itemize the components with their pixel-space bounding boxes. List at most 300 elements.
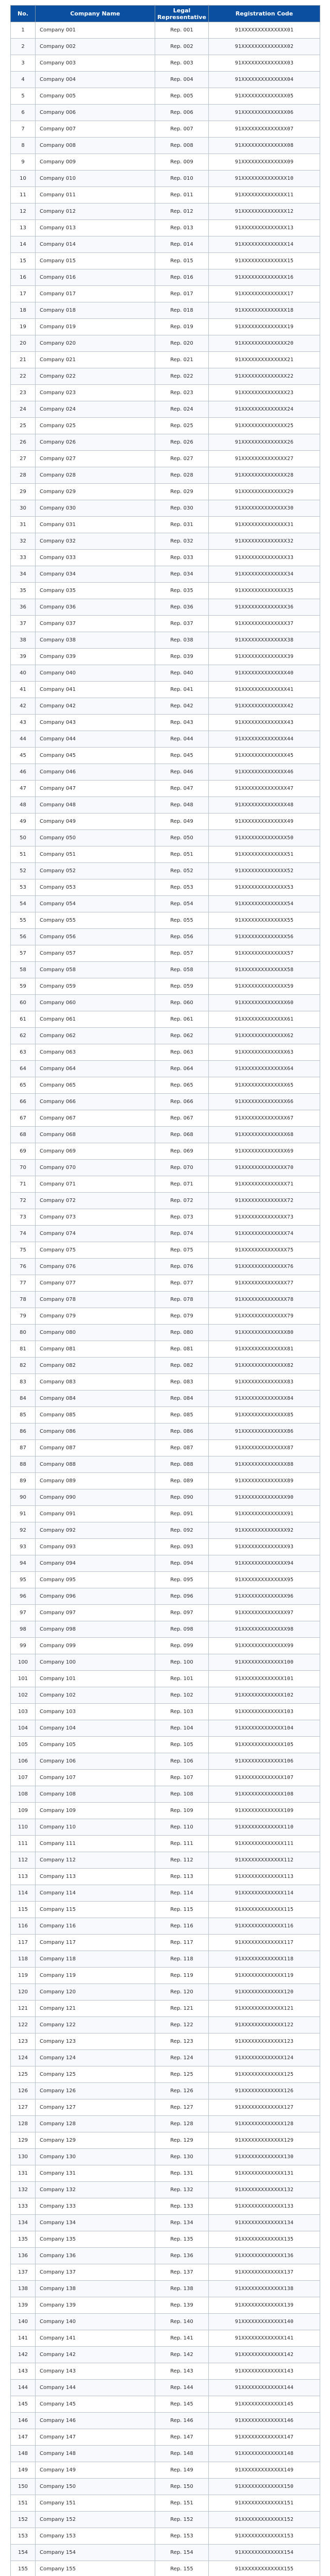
table-row [11, 879, 320, 896]
cell-company-name: Company 040 [36, 665, 155, 682]
table-row [11, 1308, 320, 1325]
table-row [11, 748, 320, 764]
cell-registration-code: 91XXXXXXXXXXXXXX14 [209, 236, 320, 253]
cell-registration-code: 91XXXXXXXXXXXXX122 [209, 2017, 320, 2033]
cell-registration-code: 91XXXXXXXXXXXXX149 [209, 2462, 320, 2479]
cell-company-name: Company 136 [36, 2248, 155, 2264]
cell-no: 64 [11, 1061, 36, 1077]
cell-legal-representative: Rep. 098 [155, 1621, 209, 1638]
table-row [11, 2380, 320, 2396]
cell-no: 109 [11, 1803, 36, 1819]
cell-company-name: Company 076 [36, 1259, 155, 1275]
cell-company-name: Company 111 [36, 1836, 155, 1852]
cell-registration-code: 91XXXXXXXXXXXXX152 [209, 2512, 320, 2528]
cell-no: 92 [11, 1522, 36, 1539]
cell-company-name: Company 107 [36, 1770, 155, 1786]
cell-registration-code: 91XXXXXXXXXXXXXX94 [209, 1555, 320, 1572]
cell-registration-code: 91XXXXXXXXXXXXX111 [209, 1836, 320, 1852]
cell-no: 1 [11, 22, 36, 39]
cell-registration-code: 91XXXXXXXXXXXXX106 [209, 1753, 320, 1770]
table-row [11, 2528, 320, 2545]
table-row [11, 2297, 320, 2314]
cell-company-name: Company 104 [36, 1720, 155, 1737]
cell-company-name: Company 109 [36, 1803, 155, 1819]
table-row [11, 731, 320, 748]
cell-company-name: Company 088 [36, 1456, 155, 1473]
cell-registration-code: 91XXXXXXXXXXXXXX30 [209, 500, 320, 517]
table-row [11, 2561, 320, 2576]
cell-no: 36 [11, 599, 36, 616]
cell-legal-representative: Rep. 109 [155, 1803, 209, 1819]
cell-no: 73 [11, 1209, 36, 1226]
cell-registration-code: 91XXXXXXXXXXXXXX35 [209, 583, 320, 599]
cell-registration-code: 91XXXXXXXXXXXXXX29 [209, 484, 320, 500]
cell-legal-representative: Rep. 082 [155, 1358, 209, 1374]
cell-company-name: Company 079 [36, 1308, 155, 1325]
table-row [11, 418, 320, 434]
table-row [11, 1094, 320, 1110]
cell-no: 87 [11, 1440, 36, 1456]
cell-company-name: Company 097 [36, 1605, 155, 1621]
cell-legal-representative: Rep. 059 [155, 978, 209, 995]
cell-company-name: Company 074 [36, 1226, 155, 1242]
cell-company-name: Company 122 [36, 2017, 155, 2033]
table-row [11, 1572, 320, 1588]
table-row [11, 1621, 320, 1638]
cell-company-name: Company 117 [36, 1935, 155, 1951]
cell-company-name: Company 045 [36, 748, 155, 764]
cell-legal-representative: Rep. 027 [155, 451, 209, 467]
cell-company-name: Company 146 [36, 2413, 155, 2429]
cell-company-name: Company 112 [36, 1852, 155, 1869]
cell-legal-representative: Rep. 076 [155, 1259, 209, 1275]
cell-no: 100 [11, 1654, 36, 1671]
cell-no: 47 [11, 781, 36, 797]
cell-no: 65 [11, 1077, 36, 1094]
table-row [11, 302, 320, 319]
cell-legal-representative: Rep. 140 [155, 2314, 209, 2330]
table-row [11, 2314, 320, 2330]
cell-legal-representative: Rep. 128 [155, 2116, 209, 2132]
cell-no: 66 [11, 1094, 36, 1110]
cell-legal-representative: Rep. 020 [155, 335, 209, 352]
cell-no: 62 [11, 1028, 36, 1044]
cell-no: 35 [11, 583, 36, 599]
cell-company-name: Company 064 [36, 1061, 155, 1077]
cell-registration-code: 91XXXXXXXXXXXXXX28 [209, 467, 320, 484]
cell-legal-representative: Rep. 078 [155, 1292, 209, 1308]
cell-no: 38 [11, 632, 36, 649]
cell-registration-code: 91XXXXXXXXXXXXXX36 [209, 599, 320, 616]
cell-registration-code: 91XXXXXXXXXXXXXX51 [209, 846, 320, 863]
cell-company-name: Company 034 [36, 566, 155, 583]
cell-company-name: Company 151 [36, 2495, 155, 2512]
cell-legal-representative: Rep. 032 [155, 533, 209, 550]
cell-no: 69 [11, 1143, 36, 1160]
cell-no: 23 [11, 385, 36, 401]
table-row [11, 1028, 320, 1044]
cell-no: 103 [11, 1704, 36, 1720]
cell-no: 58 [11, 962, 36, 978]
cell-registration-code: 91XXXXXXXXXXXXXX53 [209, 879, 320, 896]
table-row [11, 978, 320, 995]
cell-company-name: Company 071 [36, 1176, 155, 1193]
cell-company-name: Company 032 [36, 533, 155, 550]
cell-company-name: Company 070 [36, 1160, 155, 1176]
cell-registration-code: 91XXXXXXXXXXXXXX22 [209, 368, 320, 385]
cell-company-name: Company 155 [36, 2561, 155, 2576]
cell-no: 30 [11, 500, 36, 517]
cell-company-name: Company 130 [36, 2149, 155, 2165]
cell-legal-representative: Rep. 072 [155, 1193, 209, 1209]
cell-no: 10 [11, 171, 36, 187]
cell-company-name: Company 043 [36, 715, 155, 731]
cell-company-name: Company 096 [36, 1588, 155, 1605]
cell-registration-code: 91XXXXXXXXXXXXXX07 [209, 121, 320, 138]
cell-legal-representative: Rep. 145 [155, 2396, 209, 2413]
cell-registration-code: 91XXXXXXXXXXXXX129 [209, 2132, 320, 2149]
cell-company-name: Company 028 [36, 467, 155, 484]
cell-no: 15 [11, 253, 36, 269]
cell-registration-code: 91XXXXXXXXXXXXX112 [209, 1852, 320, 1869]
cell-company-name: Company 149 [36, 2462, 155, 2479]
table-row [11, 945, 320, 962]
cell-legal-representative: Rep. 154 [155, 2545, 209, 2561]
cell-legal-representative: Rep. 077 [155, 1275, 209, 1292]
cell-registration-code: 91XXXXXXXXXXXXXX72 [209, 1193, 320, 1209]
table-row [11, 1407, 320, 1423]
cell-company-name: Company 060 [36, 995, 155, 1011]
cell-registration-code: 91XXXXXXXXXXXXXX79 [209, 1308, 320, 1325]
table-row [11, 1143, 320, 1160]
cell-legal-representative: Rep. 123 [155, 2033, 209, 2050]
cell-legal-representative: Rep. 105 [155, 1737, 209, 1753]
cell-legal-representative: Rep. 129 [155, 2132, 209, 2149]
table-row [11, 39, 320, 55]
cell-registration-code: 91XXXXXXXXXXXXXX54 [209, 896, 320, 912]
cell-legal-representative: Rep. 110 [155, 1819, 209, 1836]
cell-registration-code: 91XXXXXXXXXXXXXX68 [209, 1127, 320, 1143]
table-row [11, 286, 320, 302]
cell-registration-code: 91XXXXXXXXXXXXX132 [209, 2182, 320, 2198]
cell-no: 18 [11, 302, 36, 319]
cell-legal-representative: Rep. 018 [155, 302, 209, 319]
cell-company-name: Company 095 [36, 1572, 155, 1588]
table-row [11, 863, 320, 879]
cell-no: 140 [11, 2314, 36, 2330]
cell-registration-code: 91XXXXXXXXXXXXX124 [209, 2050, 320, 2066]
cell-registration-code: 91XXXXXXXXXXXXXX10 [209, 171, 320, 187]
cell-registration-code: 91XXXXXXXXXXXXXX45 [209, 748, 320, 764]
cell-no: 59 [11, 978, 36, 995]
table-row [11, 1259, 320, 1275]
cell-legal-representative: Rep. 033 [155, 550, 209, 566]
cell-no: 115 [11, 1902, 36, 1918]
cell-legal-representative: Rep. 002 [155, 39, 209, 55]
cell-company-name: Company 026 [36, 434, 155, 451]
cell-company-name: Company 020 [36, 335, 155, 352]
table-row [11, 1325, 320, 1341]
table-row [11, 566, 320, 583]
cell-legal-representative: Rep. 073 [155, 1209, 209, 1226]
table-row [11, 269, 320, 286]
table-row [11, 2264, 320, 2281]
table-row [11, 764, 320, 781]
cell-no: 125 [11, 2066, 36, 2083]
cell-legal-representative: Rep. 099 [155, 1638, 209, 1654]
cell-no: 20 [11, 335, 36, 352]
cell-registration-code: 91XXXXXXXXXXXXX118 [209, 1951, 320, 1968]
cell-legal-representative: Rep. 080 [155, 1325, 209, 1341]
cell-registration-code: 91XXXXXXXXXXXXXX24 [209, 401, 320, 418]
cell-registration-code: 91XXXXXXXXXXXXXX40 [209, 665, 320, 682]
table-row [11, 1226, 320, 1242]
cell-registration-code: 91XXXXXXXXXXXXXX89 [209, 1473, 320, 1489]
cell-company-name: Company 031 [36, 517, 155, 533]
cell-company-name: Company 018 [36, 302, 155, 319]
table-row [11, 2017, 320, 2033]
cell-company-name: Company 077 [36, 1275, 155, 1292]
cell-company-name: Company 140 [36, 2314, 155, 2330]
cell-no: 133 [11, 2198, 36, 2215]
cell-registration-code: 91XXXXXXXXXXXXX153 [209, 2528, 320, 2545]
cell-registration-code: 91XXXXXXXXXXXXXX66 [209, 1094, 320, 1110]
cell-legal-representative: Rep. 053 [155, 879, 209, 896]
cell-company-name: Company 039 [36, 649, 155, 665]
cell-company-name: Company 103 [36, 1704, 155, 1720]
cell-legal-representative: Rep. 153 [155, 2528, 209, 2545]
cell-no: 39 [11, 649, 36, 665]
table-row [11, 236, 320, 253]
cell-legal-representative: Rep. 088 [155, 1456, 209, 1473]
table-row [11, 484, 320, 500]
cell-no: 83 [11, 1374, 36, 1391]
cell-no: 77 [11, 1275, 36, 1292]
cell-legal-representative: Rep. 096 [155, 1588, 209, 1605]
cell-company-name: Company 081 [36, 1341, 155, 1358]
table-row [11, 1836, 320, 1852]
cell-legal-representative: Rep. 118 [155, 1951, 209, 1968]
table-row [11, 2066, 320, 2083]
cell-registration-code: 91XXXXXXXXXXXXXX64 [209, 1061, 320, 1077]
cell-registration-code: 91XXXXXXXXXXXXX113 [209, 1869, 320, 1885]
table-row [11, 2413, 320, 2429]
table-row [11, 632, 320, 649]
cell-registration-code: 91XXXXXXXXXXXXX135 [209, 2231, 320, 2248]
cell-company-name: Company 019 [36, 319, 155, 335]
cell-no: 28 [11, 467, 36, 484]
cell-legal-representative: Rep. 107 [155, 1770, 209, 1786]
cell-registration-code: 91XXXXXXXXXXXXX101 [209, 1671, 320, 1687]
cell-registration-code: 91XXXXXXXXXXXXXX06 [209, 105, 320, 121]
cell-no: 48 [11, 797, 36, 814]
table-row [11, 434, 320, 451]
cell-registration-code: 91XXXXXXXXXXXXXX26 [209, 434, 320, 451]
cell-company-name: Company 099 [36, 1638, 155, 1654]
cell-company-name: Company 061 [36, 1011, 155, 1028]
cell-company-name: Company 150 [36, 2479, 155, 2495]
table-row [11, 2001, 320, 2017]
cell-legal-representative: Rep. 130 [155, 2149, 209, 2165]
cell-no: 19 [11, 319, 36, 335]
cell-company-name: Company 153 [36, 2528, 155, 2545]
cell-registration-code: 91XXXXXXXXXXXXXX82 [209, 1358, 320, 1374]
cell-legal-representative: Rep. 101 [155, 1671, 209, 1687]
table-row [11, 1391, 320, 1407]
cell-company-name: Company 033 [36, 550, 155, 566]
table-row [11, 1638, 320, 1654]
table-row [11, 138, 320, 154]
cell-company-name: Company 101 [36, 1671, 155, 1687]
cell-legal-representative: Rep. 044 [155, 731, 209, 748]
cell-company-name: Company 016 [36, 269, 155, 286]
cell-company-name: Company 141 [36, 2330, 155, 2347]
cell-company-name: Company 042 [36, 698, 155, 715]
table-row [11, 2231, 320, 2248]
cell-company-name: Company 017 [36, 286, 155, 302]
cell-legal-representative: Rep. 045 [155, 748, 209, 764]
cell-legal-representative: Rep. 065 [155, 1077, 209, 1094]
table-row [11, 1193, 320, 1209]
cell-no: 124 [11, 2050, 36, 2066]
cell-legal-representative: Rep. 035 [155, 583, 209, 599]
table-row [11, 253, 320, 269]
cell-legal-representative: Rep. 147 [155, 2429, 209, 2446]
cell-registration-code: 91XXXXXXXXXXXXX146 [209, 2413, 320, 2429]
cell-company-name: Company 069 [36, 1143, 155, 1160]
cell-legal-representative: Rep. 112 [155, 1852, 209, 1869]
cell-legal-representative: Rep. 081 [155, 1341, 209, 1358]
cell-legal-representative: Rep. 108 [155, 1786, 209, 1803]
table-row [11, 715, 320, 731]
cell-registration-code: 91XXXXXXXXXXXXXX60 [209, 995, 320, 1011]
cell-company-name: Company 147 [36, 2429, 155, 2446]
cell-registration-code: 91XXXXXXXXXXXXXX02 [209, 39, 320, 55]
cell-registration-code: 91XXXXXXXXXXXXX131 [209, 2165, 320, 2182]
cell-company-name: Company 089 [36, 1473, 155, 1489]
cell-legal-representative: Rep. 086 [155, 1423, 209, 1440]
table-row [11, 2462, 320, 2479]
cell-registration-code: 91XXXXXXXXXXXXXX74 [209, 1226, 320, 1242]
cell-no: 51 [11, 846, 36, 863]
cell-no: 106 [11, 1753, 36, 1770]
cell-no: 85 [11, 1407, 36, 1423]
cell-registration-code: 91XXXXXXXXXXXXX145 [209, 2396, 320, 2413]
cell-company-name: Company 119 [36, 1968, 155, 1984]
cell-legal-representative: Rep. 062 [155, 1028, 209, 1044]
table-row [11, 846, 320, 863]
cell-no: 12 [11, 204, 36, 220]
cell-no: 84 [11, 1391, 36, 1407]
cell-company-name: Company 087 [36, 1440, 155, 1456]
cell-company-name: Company 143 [36, 2363, 155, 2380]
cell-no: 54 [11, 896, 36, 912]
cell-no: 37 [11, 616, 36, 632]
cell-company-name: Company 027 [36, 451, 155, 467]
cell-company-name: Company 108 [36, 1786, 155, 1803]
cell-no: 110 [11, 1819, 36, 1836]
cell-no: 154 [11, 2545, 36, 2561]
table-row [11, 1358, 320, 1374]
table-row [11, 401, 320, 418]
cell-no: 17 [11, 286, 36, 302]
cell-no: 55 [11, 912, 36, 929]
cell-legal-representative: Rep. 097 [155, 1605, 209, 1621]
cell-no: 2 [11, 39, 36, 55]
table-row [11, 1720, 320, 1737]
table-row [11, 550, 320, 566]
cell-registration-code: 91XXXXXXXXXXXXX105 [209, 1737, 320, 1753]
cell-company-name: Company 128 [36, 2116, 155, 2132]
cell-company-name: Company 058 [36, 962, 155, 978]
cell-legal-representative: Rep. 100 [155, 1654, 209, 1671]
table-row [11, 616, 320, 632]
cell-legal-representative: Rep. 064 [155, 1061, 209, 1077]
table-row [11, 814, 320, 830]
cell-no: 135 [11, 2231, 36, 2248]
cell-legal-representative: Rep. 001 [155, 22, 209, 39]
cell-no: 101 [11, 1671, 36, 1687]
table-row [11, 1176, 320, 1193]
table-row [11, 1489, 320, 1506]
table-row [11, 1687, 320, 1704]
cell-company-name: Company 011 [36, 187, 155, 204]
cell-no: 31 [11, 517, 36, 533]
cell-company-name: Company 123 [36, 2033, 155, 2050]
cell-legal-representative: Rep. 113 [155, 1869, 209, 1885]
cell-legal-representative: Rep. 042 [155, 698, 209, 715]
cell-registration-code: 91XXXXXXXXXXXXXX18 [209, 302, 320, 319]
cell-registration-code: 91XXXXXXXXXXXXXX59 [209, 978, 320, 995]
cell-legal-representative: Rep. 139 [155, 2297, 209, 2314]
table-row [11, 2182, 320, 2198]
cell-registration-code: 91XXXXXXXXXXXXXX31 [209, 517, 320, 533]
cell-no: 141 [11, 2330, 36, 2347]
cell-registration-code: 91XXXXXXXXXXXXX139 [209, 2297, 320, 2314]
cell-legal-representative: Rep. 012 [155, 204, 209, 220]
cell-no: 86 [11, 1423, 36, 1440]
cell-registration-code: 91XXXXXXXXXXXXX120 [209, 1984, 320, 2001]
cell-legal-representative: Rep. 120 [155, 1984, 209, 2001]
cell-no: 34 [11, 566, 36, 583]
table-row [11, 797, 320, 814]
cell-no: 136 [11, 2248, 36, 2264]
cell-company-name: Company 035 [36, 583, 155, 599]
cell-no: 56 [11, 929, 36, 945]
cell-registration-code: 91XXXXXXXXXXXXX117 [209, 1935, 320, 1951]
cell-company-name: Company 048 [36, 797, 155, 814]
cell-company-name: Company 145 [36, 2396, 155, 2413]
cell-registration-code: 91XXXXXXXXXXXXX116 [209, 1918, 320, 1935]
cell-company-name: Company 050 [36, 830, 155, 846]
cell-registration-code: 91XXXXXXXXXXXXXX17 [209, 286, 320, 302]
cell-no: 132 [11, 2182, 36, 2198]
cell-registration-code: 91XXXXXXXXXXXXX115 [209, 1902, 320, 1918]
cell-company-name: Company 014 [36, 236, 155, 253]
cell-company-name: Company 134 [36, 2215, 155, 2231]
table-row [11, 1011, 320, 1028]
table-row [11, 2479, 320, 2495]
cell-registration-code: 91XXXXXXXXXXXXXX32 [209, 533, 320, 550]
cell-registration-code: 91XXXXXXXXXXXXXX58 [209, 962, 320, 978]
cell-no: 41 [11, 682, 36, 698]
cell-legal-representative: Rep. 007 [155, 121, 209, 138]
cell-registration-code: 91XXXXXXXXXXXXXX55 [209, 912, 320, 929]
cell-legal-representative: Rep. 069 [155, 1143, 209, 1160]
table-row [11, 467, 320, 484]
cell-company-name: Company 066 [36, 1094, 155, 1110]
cell-registration-code: 91XXXXXXXXXXXXXX81 [209, 1341, 320, 1358]
